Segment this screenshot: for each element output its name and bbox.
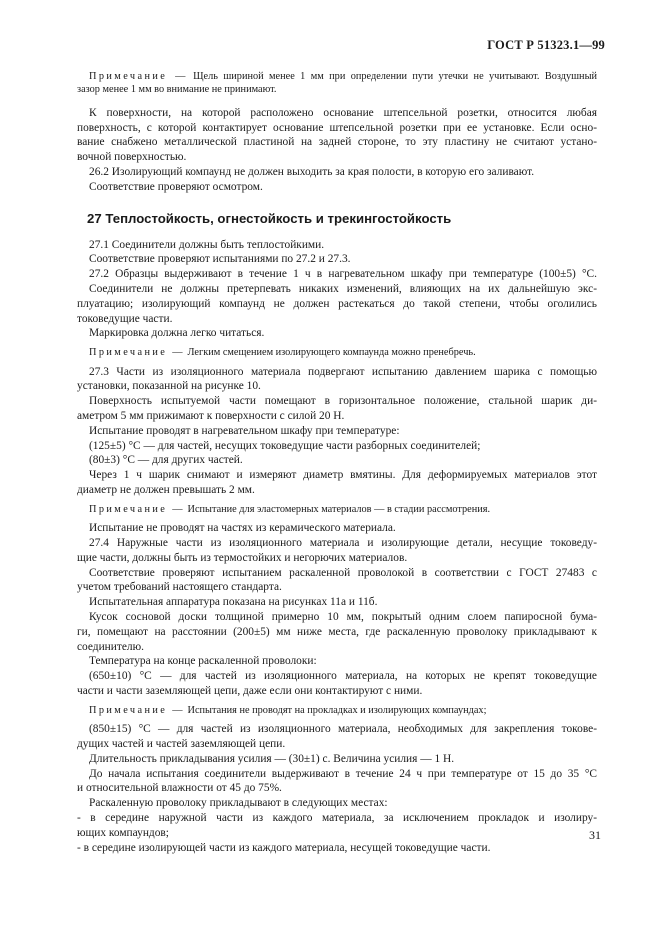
note-elastomer: Примечание — Испытание для эластомерных материалов — в стадии рассмотрения.: [89, 503, 491, 515]
note-label: Примечание —: [89, 71, 188, 82]
clause-27-3: 27.3 Части из изоляционного материала подвергают испытанию давлением шарика с помощью установки, показанной на рисунке 10. Поверхность испытуемой части помещают в горизонтальное положение, стальной шарик ди- аметром 5 мм прижимают к поверхности с силой 20 Н. Испытание проводят в нагревательном шкафу при температуре: (125±5) °С — для частей, несущих токоведущие части разборных соединителей; (80±3) °С — для других частей. Через 1 ч шарик снимают и измеряют диаметр вмятины. Для деформируемых материалов этот диаметр не должен превышать 2 мм.: [77, 365, 597, 496]
page-number: 31: [589, 828, 601, 842]
note-label: Примечание —: [89, 347, 185, 359]
clause-27-4: 27.4 Наружные части из изоляционного материала и изолирующие детали, несущие токоведу- щие части, должны быть из термостойких и негорючих материалов. Соответствие проверяют испытанием раскаленной проволокой в соответствии с ГОСТ 27483 с учетом требований настоящего стандарта. Испытательная аппаратура показана на рисунках 11а и 11б. Кусок сосновой доски толщиной примерно 10 мм, покрытый одним слоем папиросной бума- ги, помещают на расстоянии (200±5) мм ниже места, где раскаленную проволоку прикладывают к соединителю. Температура на конце раскаленной проволоки: (650±10) °С — для частей из изоляционного материала, на которых не крепят токоведущие части и части заземляющей цепи, даже если они контактируют с ними.: [77, 536, 597, 697]
clause-27-1: 27.1 Соединители должны быть теплостойкими. Соответствие проверяют испытаниями по 27.2 и 27.3.: [89, 238, 351, 266]
clause-26-2: 26.2 Изолирующий компаунд не должен выходить за края полости, в которую его заливают. Соответствие проверяют осмотром.: [89, 166, 535, 193]
note-text-line: Щель шириной менее 1 мм при определении пути утечки не учитывают. Воздушный: [193, 71, 597, 82]
clause-27-2: 27.2 Образцы выдерживают в течение 1 ч в нагревательном шкафу при температуре (100±5) °С. Соединители не должны претерпевать никаких изменений, влияющих на их дальнейшую экс- плуатацию; изолирующий компаунд не должен растекаться до такой степени, чтобы оголились токоведущие части. Маркировка должна легко читаться.: [77, 268, 597, 340]
note-gaskets: Примечание — Испытания не проводят на прокладках и изолирующих компаундах;: [89, 704, 487, 716]
page-body: [77, 70, 597, 855]
paragraph-glow-wire-conditions: (850±15) °С — для частей из изоляционного материала, необходимых для закрепления токове- дущих частей и частей заземляющей цепи. Длительность прикладывания усилия — (30±1) с. Величина усилия — 1 Н. До начала испытания соединители выдерживают в течение 24 ч при температуре от 15 до 35 °С и относительной влажности от 45 до 75%. Раскаленную проволоку прикладывают в следующих местах: - в середине наружной части из каждого материала, за исключением прокладок и изолиру- ющих компаундов; - в середине изолирующей части из каждого материала, несущей токоведущие части.: [77, 723, 597, 854]
list-item: - в середине наружной части из каждого материала, за исключением прокладок и изолиру-: [77, 811, 597, 824]
note-label: Примечание —: [89, 704, 185, 716]
paragraph-mounting-surface: К поверхности, на которой расположено основание штепсельной розетки, относится любая поверхность, с которой контактирует основание штепсельной розетки при ее установке. Если осно- вание снабжено металлической пластиной на задней стороне, то эту пластину не считают устано- вочной поверхностью.: [77, 106, 597, 164]
list-item: - в середине изолирующей части из каждого материала, несущей токоведущие части.: [77, 841, 491, 854]
note-gap-notice: [77, 70, 597, 97]
note-text-line: зазор менее 1 мм во внимание не принимают.: [77, 84, 277, 96]
document-id: ГОСТ Р 51323.1—99: [487, 38, 605, 52]
paragraph-ceramic: Испытание не проводят на частях из керамического материала.: [89, 522, 396, 535]
note-compound-shift: Примечание — Легким смещением изолирующего компаунда можно пренебречь.: [89, 347, 476, 359]
note-label: Примечание —: [89, 503, 185, 515]
section-27-heading: 27 Теплостойкость, огнестойкость и трекингостойкость: [87, 210, 452, 226]
